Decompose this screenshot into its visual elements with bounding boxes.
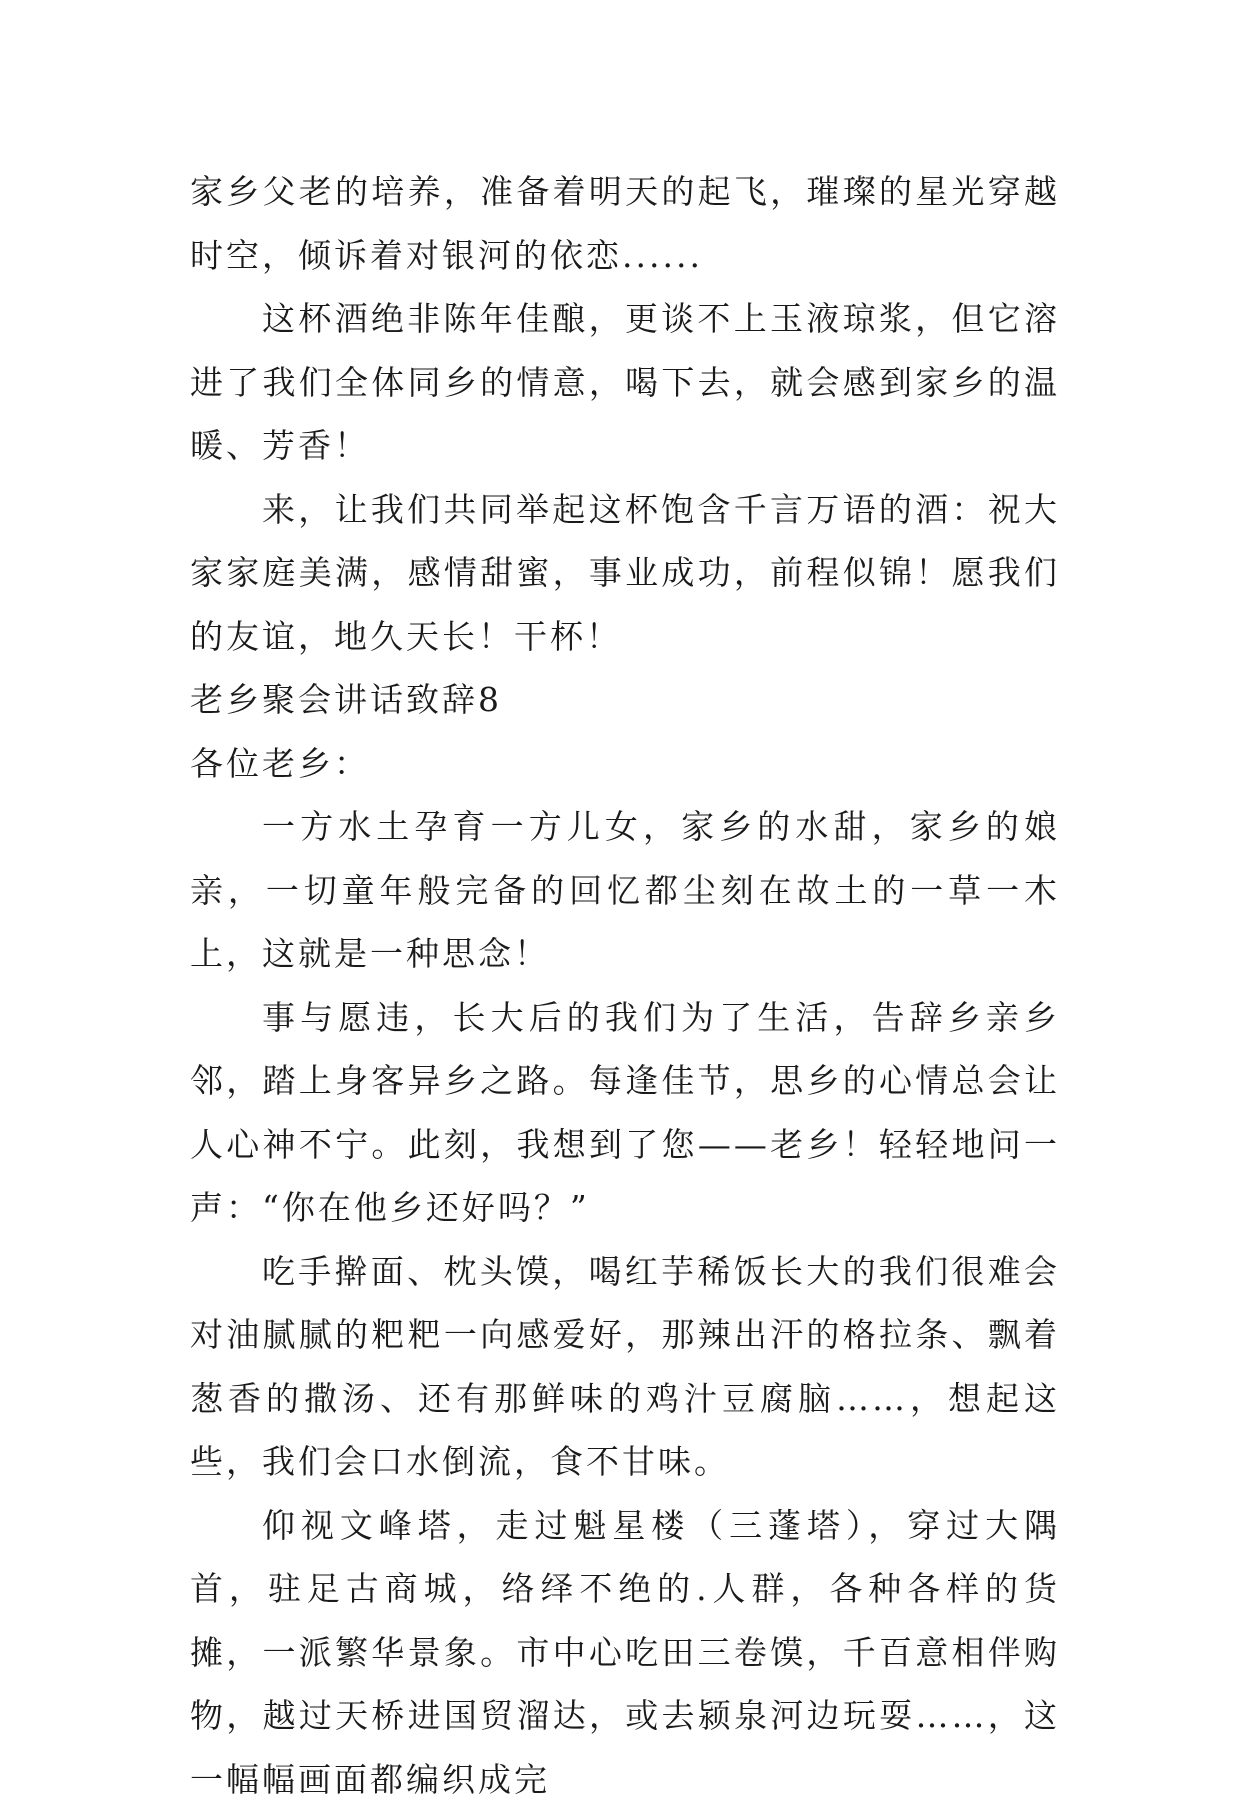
document-page (190, 160, 1060, 1811)
body-paragraph-3: 吃手擀面、枕头馍，喝红芋稀饭长大的我们很难会对油腻腻的粑粑一向感爱好，那辣出汗的格拉条、飘着葱香的撒汤、还有那鲜味的鸡汁豆腐脑……，想起这些，我们会口水倒流，食不甘味。 (190, 1240, 1060, 1494)
body-paragraph-1: 一方水土孕育一方儿女，家乡的水甜，家乡的娘亲，一切童年般完备的回忆都尘刻在故土的一草一木上，这就是一种思念！ (190, 795, 1060, 986)
paragraph-3: 来，让我们共同举起这杯饱含千言万语的酒：祝大家家庭美满，感情甜蜜，事业成功，前程似锦！愿我们的友谊，地久天长！干杯！ (190, 478, 1060, 669)
paragraph-1: 家乡父老的培养，准备着明天的起飞，璀璨的星光穿越时空，倾诉着对银河的依恋...... (190, 160, 1060, 287)
body-paragraph-2: 事与愿违，长大后的我们为了生活，告辞乡亲乡邻，踏上身客异乡之路。每逢佳节，思乡的心情总会让人心神不宁。此刻，我想到了您——老乡！轻轻地问一声：“你在他乡还好吗？” (190, 986, 1060, 1240)
section-heading: 老乡聚会讲话致辞8 (190, 668, 1060, 732)
body-paragraph-4: 仰视文峰塔，走过魁星楼（三蓬塔），穿过大隅首，驻足古商城，络绎不绝的.人群，各种各样的货摊，一派繁华景象。市中心吃田三卷馍，千百意相伴购物，越过天桥进国贸溜达，或去颍泉河边玩耍……，这一幅幅画面都编织成完 (190, 1494, 1060, 1811)
paragraph-2: 这杯酒绝非陈年佳酿，更谈不上玉液琼浆，但它溶进了我们全体同乡的情意，喝下去，就会感到家乡的温暖、芳香！ (190, 287, 1060, 478)
salutation: 各位老乡： (190, 732, 1060, 796)
